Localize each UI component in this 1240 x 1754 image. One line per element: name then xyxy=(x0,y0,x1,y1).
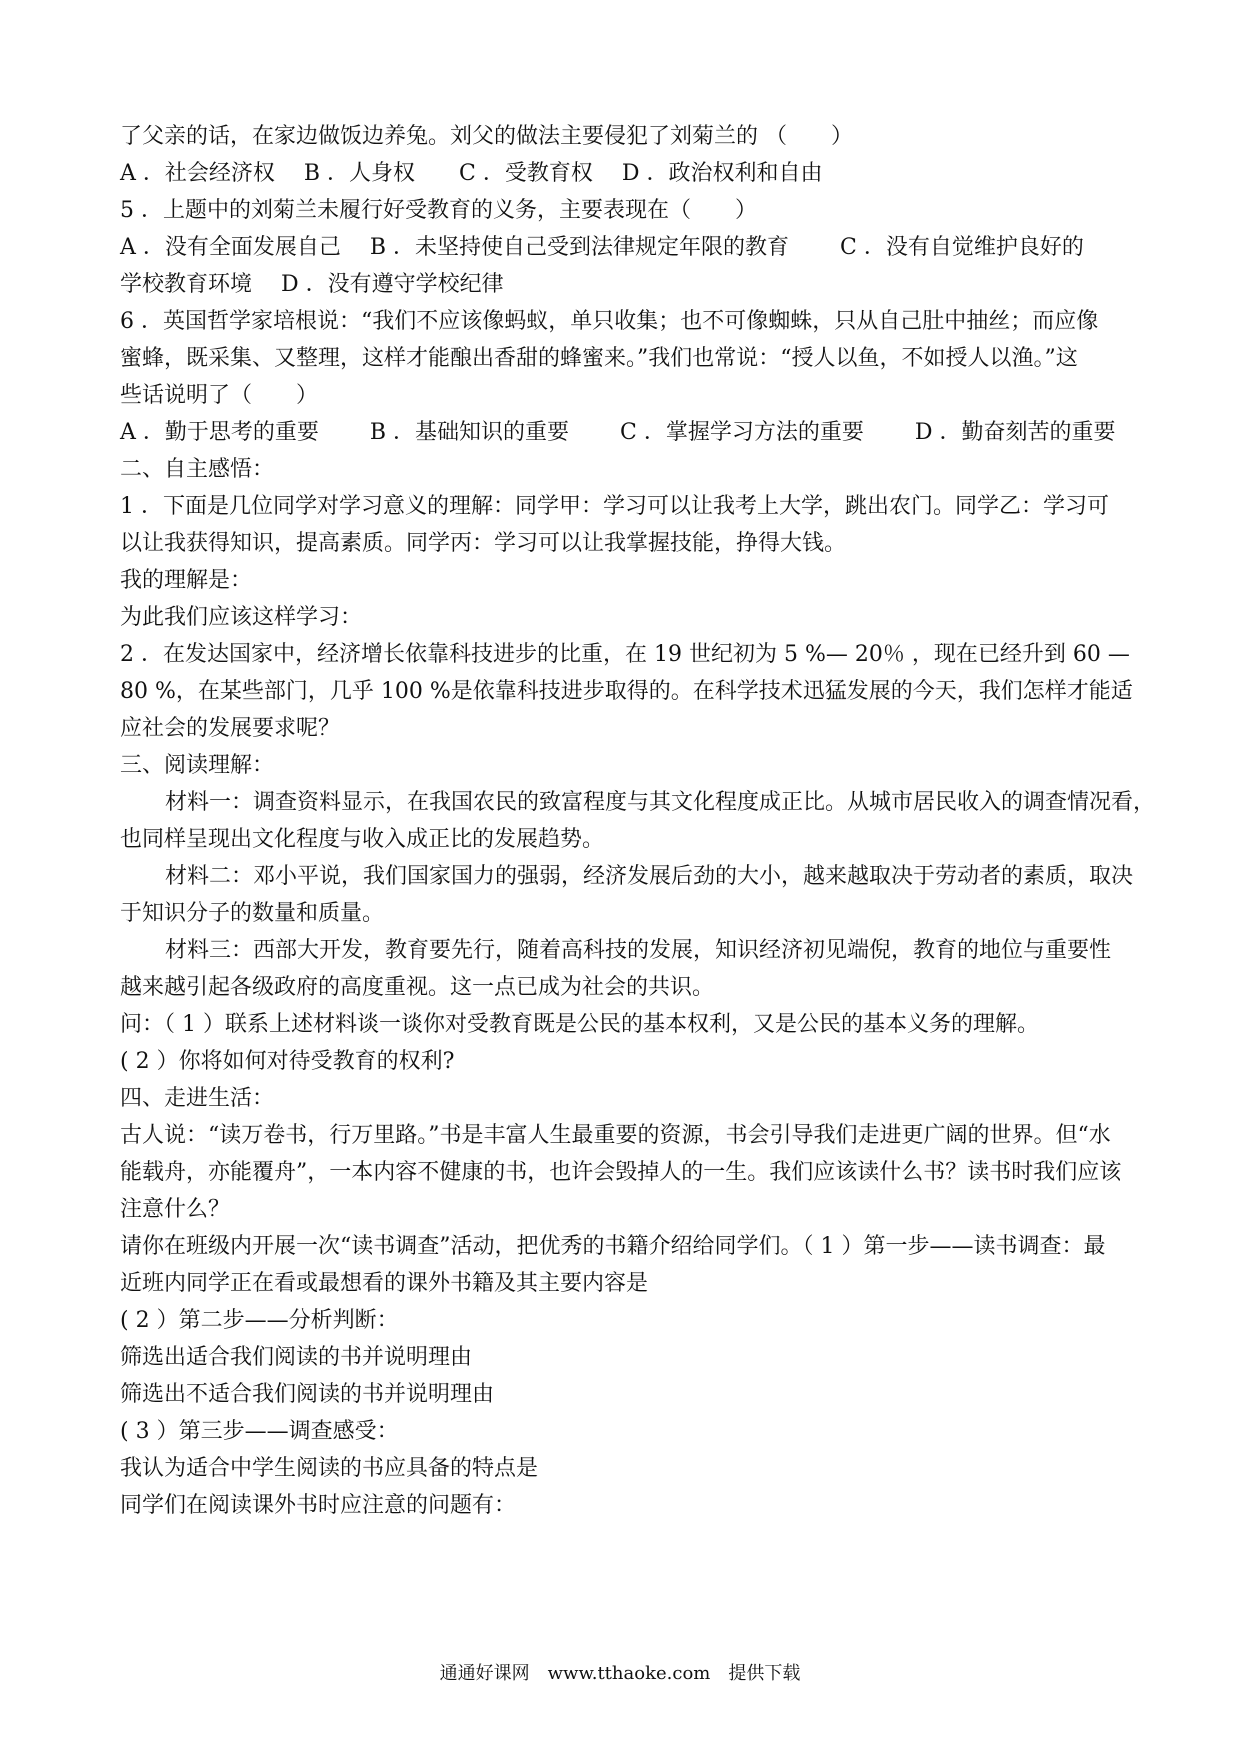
step-3-prompt-attention: 同学们在阅读课外书时应注意的问题有： xyxy=(120,1493,517,1518)
material-2-line2: 于知识分子的数量和质量。 xyxy=(120,901,385,926)
step-2-heading: ( 2 ）第二步——分析判断： xyxy=(120,1308,399,1333)
section-2-q1-line2: 以让我获得知识，提高素质。同学丙：学习可以让我掌握技能，挣得大钱。 xyxy=(120,531,847,556)
material-2-line1: 材料二：邓小平说，我们国家国力的强弱，经济发展后劲的大小，越来越取决于劳动者的素质，取决 xyxy=(165,864,1134,889)
section-heading-3: 三、阅读理解： xyxy=(120,753,275,778)
question-5-options-line1: A ．没有全面发展自己 B ．未坚持使自己受到法律规定年限的教育 C ．没有自觉维护良好的 xyxy=(120,235,1084,260)
question-4-options: A ．社会经济权 B ．人身权 C ．受教育权 D ．政治权利和自由 xyxy=(120,161,823,186)
section-4-intro-line3: 注意什么？ xyxy=(120,1197,231,1222)
question-6-stem-line3: 些话说明了（ ） xyxy=(120,383,319,408)
section-4-intro-line2: 能载舟，亦能覆舟”，一本内容不健康的书，也许会毁掉人的一生。我们应该读什么书？读书时我们应该 xyxy=(120,1160,1122,1185)
question-6-options: A ．勤于思考的重要 B ．基础知识的重要 C ．掌握学习方法的重要 D ．勤奋刻苦的重要 xyxy=(120,420,1116,445)
section-2-q2-line2: 80 %，在某些部门，几乎 100 %是依靠科技进步取得的。在科学技术迅猛发展的今天，我们怎样才能适 xyxy=(120,679,1133,704)
question-5-options-line2: 学校教育环境 D ．没有遵守学校纪律 xyxy=(120,272,504,297)
section-4-task-line2: 近班内同学正在看或最想看的课外书籍及其主要内容是 xyxy=(120,1271,649,1296)
section-3-question-2: ( 2 ）你将如何对待受教育的权利? xyxy=(120,1049,455,1074)
section-4-intro-line1: 古人说：“读万卷书，行万里路。”书是丰富人生最重要的资源，书会引导我们走进更广阔的世界。但“水 xyxy=(120,1123,1111,1148)
section-3-question-1: 问：（ 1 ）联系上述材料谈一谈你对受教育既是公民的基本权利，又是公民的基本义务的理解。 xyxy=(120,1012,1039,1037)
question-4-stem-end: 了父亲的话，在家边做饭边养兔。刘父的做法主要侵犯了刘菊兰的 （ ） xyxy=(120,124,853,149)
answer-prompt-study: 为此我们应该这样学习： xyxy=(120,605,363,630)
step-3-prompt-features: 我认为适合中学生阅读的书应具备的特点是 xyxy=(120,1456,539,1481)
section-2-q2-line3: 应社会的发展要求呢？ xyxy=(120,716,341,741)
section-heading-2: 二、自主感悟： xyxy=(120,457,275,482)
page-footer: 通通好课网 www.tthaoke.com 提供下载 xyxy=(439,1663,801,1684)
step-2-prompt-suitable: 筛选出适合我们阅读的书并说明理由 xyxy=(120,1345,473,1370)
material-3-line2: 越来越引起各级政府的高度重视。这一点已成为社会的共识。 xyxy=(120,975,715,1000)
document-body xyxy=(120,118,1156,1524)
section-2-q2-line1: 2 ．在发达国家中，经济增长依靠科技进步的比重，在 19 世纪初为 5 %— 20％ ，现在已经升到 60 — xyxy=(120,642,1130,667)
material-1-line1: 材料一：调查资料显示，在我国农民的致富程度与其文化程度成正比。从城市居民收入的调查情况看， xyxy=(165,790,1156,815)
question-6-stem-line1: 6 ．英国哲学家培根说：“我们不应该像蚂蚁，单只收集；也不可像蜘蛛，只从自己肚中抽丝；而应像 xyxy=(120,309,1099,334)
section-4-task-line1: 请你在班级内开展一次“读书调查”活动，把优秀的书籍介绍给同学们。（ 1 ）第一步——读书调查：最 xyxy=(120,1234,1106,1259)
section-2-q1-line1: 1 ．下面是几位同学对学习意义的理解：同学甲：学习可以让我考上大学，跳出农门。同学乙：学习可 xyxy=(120,494,1109,519)
material-3-line1: 材料三：西部大开发，教育要先行，随着高科技的发展，知识经济初见端倪，教育的地位与重要性 xyxy=(165,938,1112,963)
question-5-stem: 5 ．上题中的刘菊兰未履行好受教育的义务，主要表现在（ ） xyxy=(120,198,757,223)
section-heading-4: 四、走进生活： xyxy=(120,1086,275,1111)
step-2-prompt-unsuitable: 筛选出不适合我们阅读的书并说明理由 xyxy=(120,1382,495,1407)
material-1-line2: 也同样呈现出文化程度与收入成正比的发展趋势。 xyxy=(120,827,605,852)
answer-prompt-understanding: 我的理解是： xyxy=(120,568,253,593)
question-6-stem-line2: 蜜蜂，既采集、又整理，这样才能酿出香甜的蜂蜜来。”我们也常说：“授人以鱼，不如授人以渔。”这 xyxy=(120,346,1078,371)
step-3-heading: ( 3 ）第三步——调查感受： xyxy=(120,1419,399,1444)
